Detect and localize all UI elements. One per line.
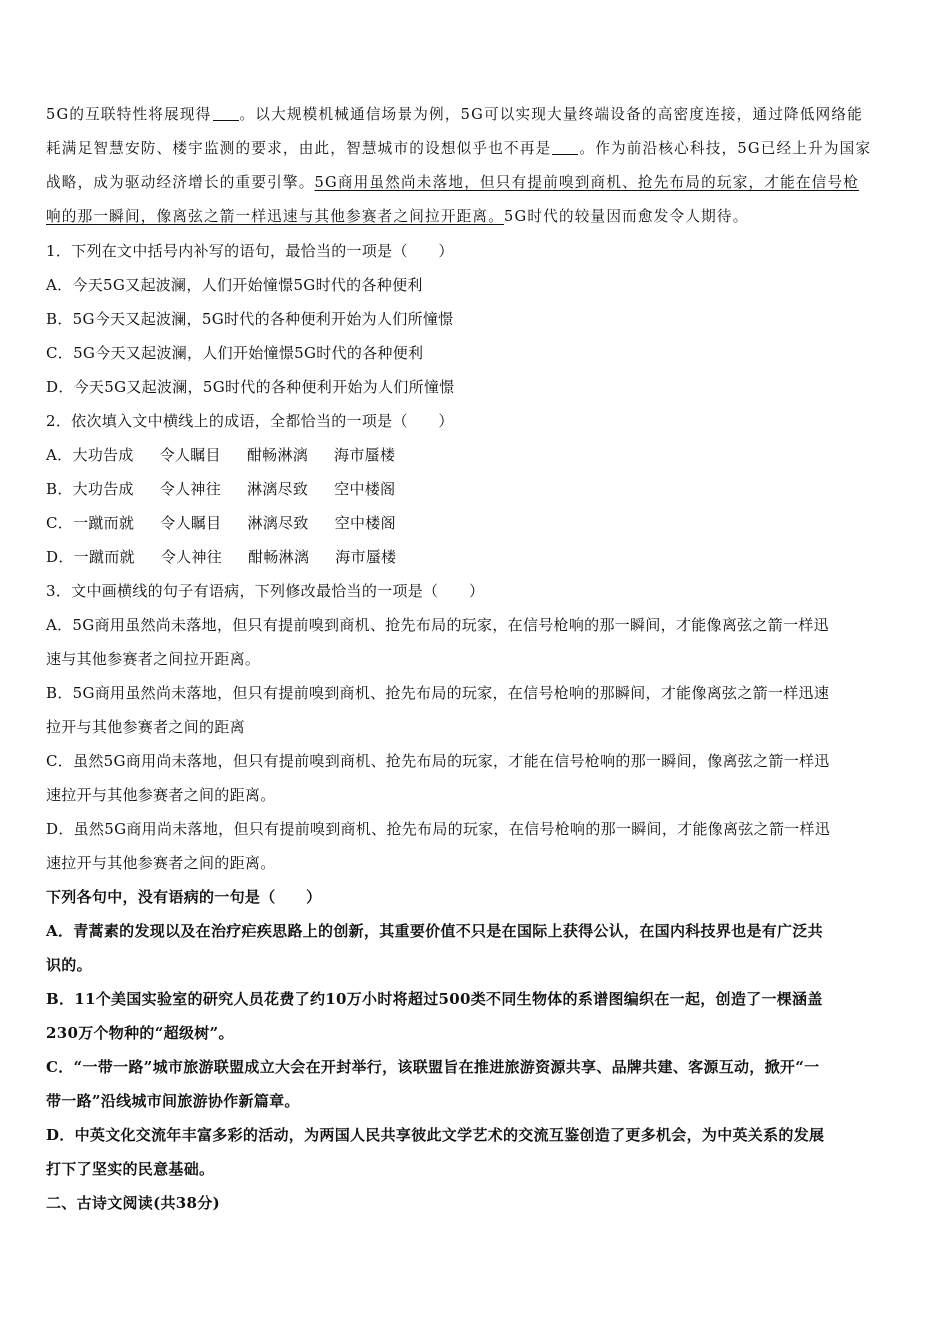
underlined-sentence: 响的那一瞬间，像离弦之箭一样迅速与其他参赛者之间拉开距离。 bbox=[46, 208, 505, 225]
fill-blank-1 bbox=[213, 104, 239, 121]
idiom: 空中楼阁 bbox=[334, 514, 396, 532]
idiom: 淋漓尽致 bbox=[247, 514, 309, 532]
idiom: 酣畅淋漓 bbox=[248, 548, 310, 566]
question-4-option-c-line-2: 带一路”沿线城市间旅游协作新篇章。 bbox=[46, 1092, 300, 1110]
question-3-option-c-line-1: C．虽然5G商用尚未落地，但只有提前嗅到商机、抢先布局的玩家，才能在信号枪响的那一瞬间，像离弦之箭一样迅 bbox=[46, 752, 830, 770]
idiom: 令人神往 bbox=[160, 548, 223, 566]
passage-line-4 bbox=[46, 200, 908, 234]
question-3-option-d-line-1: D．虽然5G商用尚未落地，但只有提前嗅到商机、抢先布局的玩家，在信号枪响的那一瞬间，才能像离弦之箭一样迅 bbox=[46, 820, 831, 838]
question-3-stem: 3．文中画横线的句子有语病，下列修改最恰当的一项是（ ） bbox=[46, 582, 485, 600]
passage-text: 耗满足智慧安防、楼宇监测的要求，由此，智慧城市的设想似乎也不再是 bbox=[46, 140, 552, 157]
section-2-heading: 二、古诗文阅读(共38分) bbox=[46, 1194, 220, 1212]
question-4-option-b-line-2: 230万个物种的“超级树”。 bbox=[46, 1024, 234, 1042]
option-label: D． bbox=[46, 548, 74, 566]
question-3-option-a-line-1: A．5G商用虽然尚未落地，但只有提前嗅到商机、抢先布局的玩家，在信号枪响的那一瞬间，才能像离弦之箭一样迅 bbox=[46, 616, 829, 634]
question-3-option-a-line-2: 速与其他参赛者之间拉开距离。 bbox=[46, 650, 261, 668]
question-1-option-d: D．今天5G又起波澜，5G时代的各种便利开始为人们所憧憬 bbox=[46, 378, 455, 396]
question-1-option-b: B．5G今天又起波澜，5G时代的各种便利开始为人们所憧憬 bbox=[46, 310, 454, 328]
question-4-stem: 下列各句中，没有语病的一句是（ ） bbox=[46, 888, 322, 906]
idiom: 令人瞩目 bbox=[159, 446, 221, 464]
question-4-option-a-line-1: A．青蒿素的发现以及在治疗疟疾思路上的创新，其重要价值不只是在国际上获得公认，在国内科技界也是有广泛共 bbox=[46, 922, 823, 940]
question-2-option-d bbox=[46, 540, 908, 574]
idiom: 一蹴而就 bbox=[73, 514, 135, 532]
question-4-option-d-line-1: D．中英文化交流年丰富多彩的活动，为两国人民共享彼此文学艺术的交流互鉴创造了更多机会，为中英关系的发展 bbox=[46, 1126, 825, 1144]
question-2-option-c bbox=[46, 506, 908, 540]
idiom: 海市蜃楼 bbox=[335, 548, 397, 566]
passage-line-3 bbox=[46, 166, 908, 200]
question-4-option-c-line-1: C．“一带一路”城市旅游联盟成立大会在开封举行，该联盟旨在推进旅游资源共享、品牌共建、客源互动，掀开“一 bbox=[46, 1058, 820, 1076]
option-label: C． bbox=[46, 514, 74, 532]
idiom: 大功告成 bbox=[72, 480, 134, 498]
question-4-option-a-line-2: 识的。 bbox=[46, 956, 92, 974]
fill-blank-2 bbox=[552, 138, 578, 155]
question-3-option-b-line-2: 拉开与其他参赛者之间的距离 bbox=[46, 718, 245, 736]
question-2-stem: 2．依次填入文中横线上的成语，全都恰当的一项是（ ） bbox=[46, 412, 454, 430]
passage-text: 5G的互联特性将展现得 bbox=[46, 106, 212, 123]
document-page bbox=[46, 98, 908, 1220]
option-label: A． bbox=[46, 446, 73, 464]
question-1-stem: 1．下列在文中括号内补写的语句，最恰当的一项是（ ） bbox=[46, 242, 454, 260]
question-1-option-a: A．今天5G又起波澜，人们开始憧憬5G时代的各种便利 bbox=[46, 276, 423, 294]
option-label: B． bbox=[46, 480, 73, 498]
passage-text: 战略，成为驱动经济增长的重要引擎。 bbox=[46, 174, 315, 191]
idiom: 令人瞩目 bbox=[160, 514, 222, 532]
passage-text: 。以大规模机械通信场景为例，5G可以实现大量终端设备的高密度连接，通过降低网络能 bbox=[239, 106, 864, 123]
passage-text: 5G时代的较量因而愈发令人期待。 bbox=[504, 208, 749, 225]
question-1-option-c: C．5G今天又起波澜，人们开始憧憬5G时代的各种便利 bbox=[46, 344, 424, 362]
idiom: 空中楼阁 bbox=[334, 480, 396, 498]
idiom: 令人神往 bbox=[159, 480, 222, 498]
question-2-option-a bbox=[46, 438, 908, 472]
passage-line-1 bbox=[46, 98, 908, 132]
idiom: 淋漓尽致 bbox=[247, 480, 309, 498]
idiom: 大功告成 bbox=[72, 446, 134, 464]
question-3-option-d-line-2: 速拉开与其他参赛者之间的距离。 bbox=[46, 854, 276, 872]
question-2-option-b bbox=[46, 472, 908, 506]
passage-line-2 bbox=[46, 132, 908, 166]
underlined-sentence: 5G商用虽然尚未落地，但只有提前嗅到商机、抢先布局的玩家，才能在信号枪 bbox=[314, 174, 860, 191]
question-3-option-c-line-2: 速拉开与其他参赛者之间的距离。 bbox=[46, 786, 276, 804]
idiom: 一蹴而就 bbox=[73, 548, 135, 566]
passage-text: 。作为前沿核心科技，5G已经上升为国家 bbox=[579, 140, 872, 157]
idiom: 酣畅淋漓 bbox=[246, 446, 309, 464]
question-4-option-d-line-2: 打下了坚实的民意基础。 bbox=[46, 1160, 215, 1178]
idiom: 海市蜃楼 bbox=[334, 446, 396, 464]
question-3-option-b-line-1: B．5G商用虽然尚未落地，但只有提前嗅到商机、抢先布局的玩家，在信号枪响的那瞬间，才能像离弦之箭一样迅速 bbox=[46, 684, 830, 702]
question-4-option-b-line-1: B．11个美国实验室的研究人员花费了约10万小时将超过500类不同生物体的系谱图编织在一起，创造了一棵涵盖 bbox=[46, 990, 823, 1008]
